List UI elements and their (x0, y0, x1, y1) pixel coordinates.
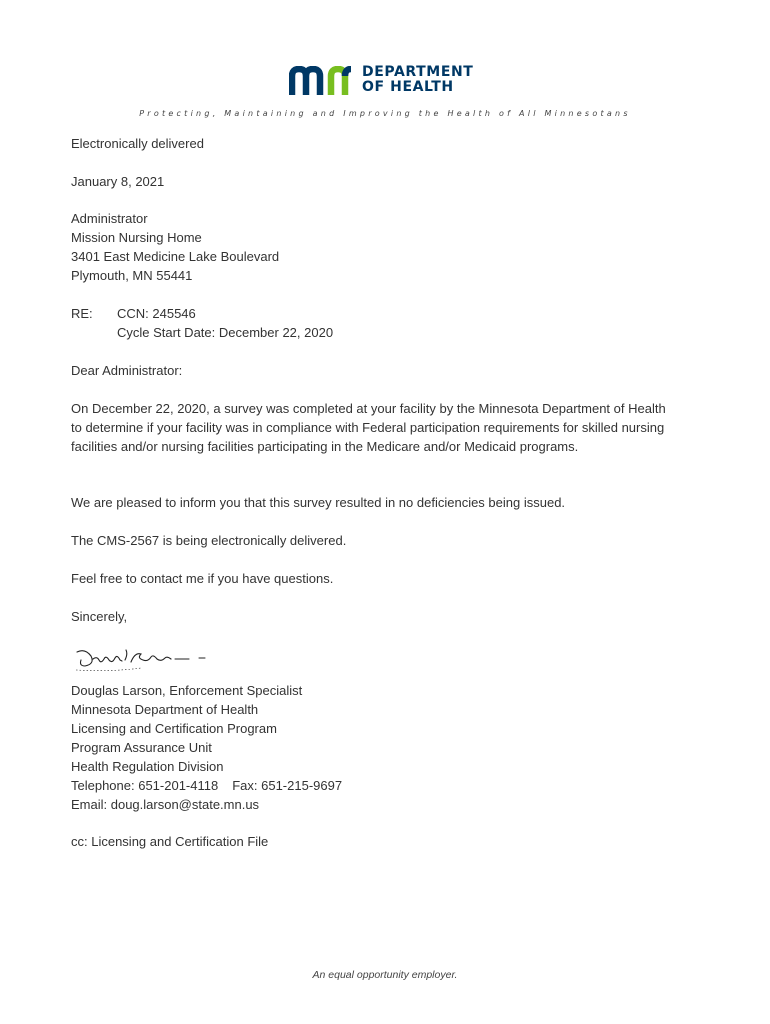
signer-division: Health Regulation Division (71, 759, 224, 774)
salutation: Dear Administrator: (71, 363, 183, 378)
delivery-method: Electronically delivered (71, 136, 204, 151)
mn-logo-mark-icon (289, 66, 355, 96)
re-cycle-start: Cycle Start Date: December 22, 2020 (117, 325, 334, 340)
recipient-facility: Mission Nursing Home (71, 230, 202, 245)
footer-equal-opportunity: An equal opportunity employer. (312, 969, 458, 981)
signer-name-title: Douglas Larson, Enforcement Specialist (71, 683, 303, 698)
cc-line: cc: Licensing and Certification File (71, 834, 269, 849)
signer-phone-fax (71, 776, 342, 795)
closing: Sincerely, (71, 609, 128, 624)
body-paragraph-2: We are pleased to inform you that this survey resulted in no deficiencies being issued. (71, 495, 566, 510)
recipient-title: Administrator (71, 211, 148, 226)
mdh-logo (289, 64, 489, 100)
recipient-street: 3401 East Medicine Lake Boulevard (71, 249, 280, 264)
logo-line-2: OF HEALTH (362, 79, 454, 95)
signer-program: Licensing and Certification Program (71, 721, 277, 736)
signer-email: Email: doug.larson@state.mn.us (71, 797, 260, 812)
body-paragraph-4: Feel free to contact me if you have questions. (71, 571, 334, 586)
body-paragraph-1: On December 22, 2020, a survey was completed at your facility by the Minnesota Department of Health to determine if your facility was in compliance with Federal participation requirements for skilled nursing facilities and/or nursing facilities participating in the Medicare and/or Medicaid programs. (71, 401, 666, 454)
body-paragraph-3: The CMS-2567 is being electronically delivered. (71, 533, 347, 548)
handwritten-signature (71, 644, 211, 676)
logo-text (362, 65, 473, 95)
signer-org: Minnesota Department of Health (71, 702, 259, 717)
tagline: Protecting, Maintaining and Improving the Health of All Minnesotans (139, 109, 631, 118)
signer-fax: Fax: 651-215-9697 (232, 778, 343, 793)
signer-unit: Program Assurance Unit (71, 740, 212, 755)
letter-date: January 8, 2021 (71, 174, 165, 189)
logo-line-1: DEPARTMENT (362, 64, 474, 80)
re-ccn: CCN: 245546 (117, 306, 196, 321)
signer-telephone: Telephone: 651-201-4118 (71, 778, 219, 793)
recipient-city: Plymouth, MN 55441 (71, 268, 193, 283)
re-label: RE: (71, 306, 93, 321)
